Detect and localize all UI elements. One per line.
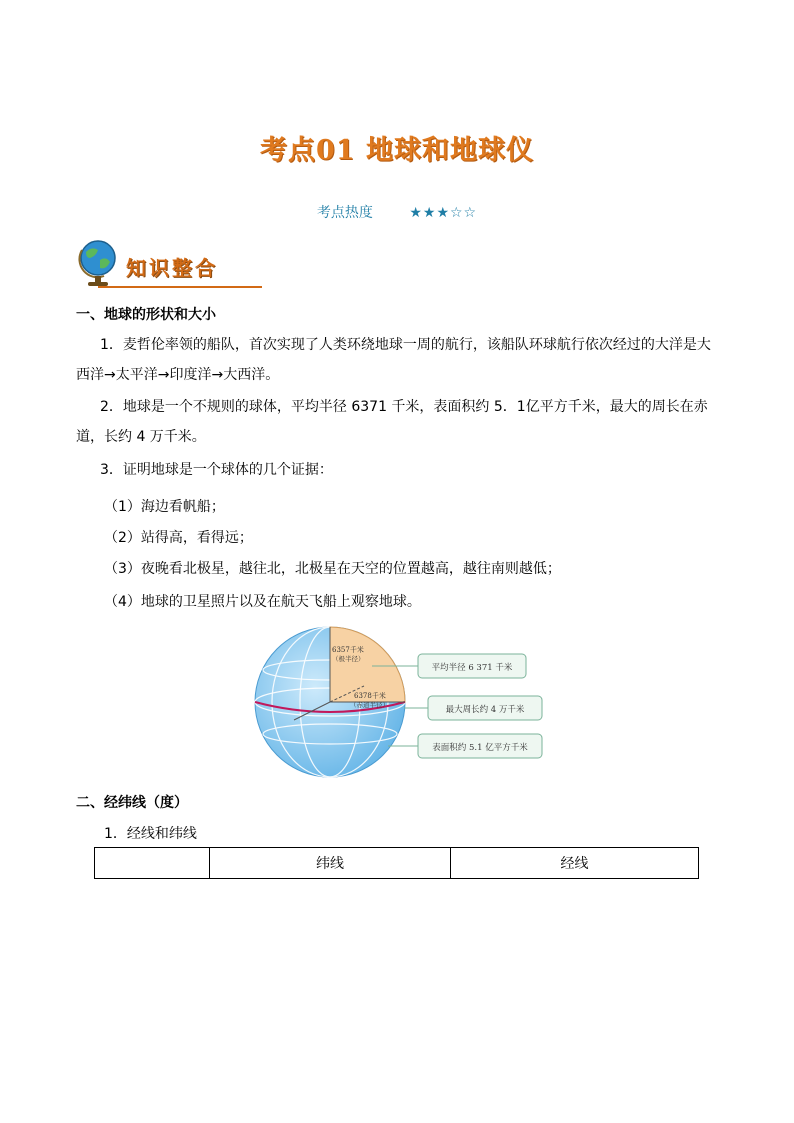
section2-subheading: 1．经线和纬线 (104, 826, 197, 842)
table-cell-empty (95, 848, 210, 879)
paragraph-2: 2．地球是一个不规则的球体，平均半径 6371 千米，表面积约 5．1亿平方千米，最大的周长在赤道，长约 4 万千米。 (76, 399, 708, 445)
equator-radius-label: （赤道半径） (350, 701, 389, 709)
evidence-item-4: （4）地球的卫星照片以及在航天飞船上观察地球。 (104, 594, 421, 610)
polar-radius-value: 6357千米 (332, 646, 364, 654)
svg-text:表面积约 5.1 亿平方千米: 表面积约 5.1 亿平方千米 (432, 743, 528, 753)
paragraph-1: 1．麦哲伦率领的船队，首次实现了人类环绕地球一周的航行，该船队环球航行依次经过的大洋是大西洋→太平洋→印度洋→大西洋。 (76, 337, 711, 383)
cutaway-section (330, 627, 405, 702)
evidence-item-3: （3）夜晚看北极星，越往北，北极星在天空的位置越高，越往南则越低； (104, 561, 561, 577)
knowledge-banner (76, 238, 262, 290)
heat-label: 考点热度 (316, 205, 373, 221)
globe-icon (76, 238, 120, 290)
heat-row (0, 202, 794, 222)
table-header-parallel: 纬线 (210, 848, 451, 879)
equator-radius-value: 6378千米 (354, 692, 386, 700)
section2-heading: 二、经纬线（度） (76, 795, 188, 811)
polar-radius-label: （极半径） (332, 655, 365, 663)
meridian-parallel-table (94, 847, 699, 879)
heat-stars: ★★★☆☆ (409, 205, 478, 221)
table-row (95, 848, 699, 879)
svg-text:最大周长约 4 万千米: 最大周长约 4 万千米 (445, 705, 525, 715)
earth-dimensions-figure (254, 626, 546, 778)
section1-heading: 一、地球的形状和大小 (76, 307, 216, 323)
svg-text:平均半径 6 371 千米: 平均半径 6 371 千米 (431, 663, 513, 673)
evidence-item-2: （2）站得高，看得远； (104, 530, 253, 546)
table-header-meridian: 经线 (451, 848, 699, 879)
banner-underline (98, 286, 262, 288)
page-title: 考点01 地球和地球仪 (260, 135, 534, 166)
paragraph-3: 3．证明地球是一个球体的几个证据： (100, 462, 333, 478)
banner-label: 知识整合 (126, 256, 218, 280)
evidence-item-1: （1）海边看帆船； (104, 499, 225, 515)
